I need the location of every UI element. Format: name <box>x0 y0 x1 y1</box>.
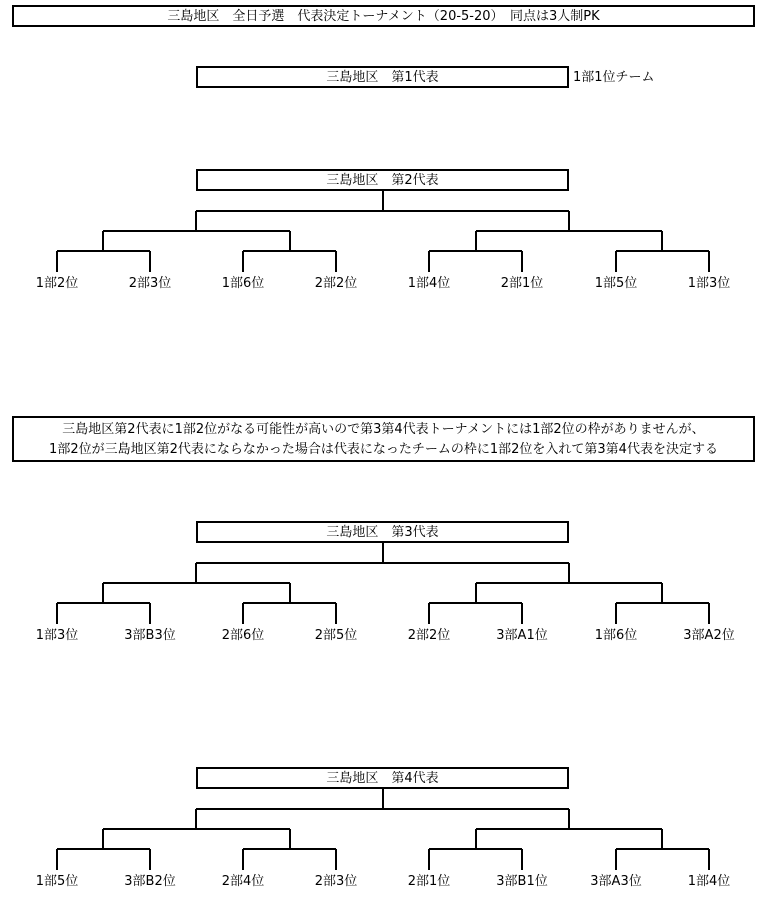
rep2-title: 三島地区 第2代表 <box>326 172 439 188</box>
rep4-bracket <box>57 788 709 870</box>
rep2-title-box <box>196 169 569 191</box>
rep3-team-7: 1部6位 <box>594 628 638 643</box>
rep2-team-5: 1部4位 <box>407 276 451 291</box>
rep4-team-7: 3部A3位 <box>590 874 642 889</box>
rep1-note: 1部1位チーム <box>573 70 655 85</box>
rep4-title-box <box>196 767 569 789</box>
rep3-team-2: 3部B3位 <box>124 628 176 643</box>
rep2-team-7: 1部5位 <box>594 276 638 291</box>
rep4-title: 三島地区 第4代表 <box>326 770 439 786</box>
rep1-title: 三島地区 第1代表 <box>326 69 439 85</box>
rep3-team-4: 2部5位 <box>314 628 358 643</box>
rep4-team-2: 3部B2位 <box>124 874 176 889</box>
page-title-text: 三島地区 全日予選 代表決定トーナメント（20-5-20） 同点は3人制PK <box>167 8 600 24</box>
notice-box <box>12 416 755 462</box>
rep3-team-5: 2部2位 <box>407 628 451 643</box>
rep4-team-3: 2部4位 <box>221 874 265 889</box>
rep2-team-4: 2部2位 <box>314 276 358 291</box>
rep4-team-6: 3部B1位 <box>496 874 548 889</box>
rep3-team-3: 2部6位 <box>221 628 265 643</box>
rep2-team-8: 1部3位 <box>687 276 731 291</box>
rep3-team-8: 3部A2位 <box>683 628 735 643</box>
rep3-title-box <box>196 521 569 543</box>
rep3-team-6: 3部A1位 <box>496 628 548 643</box>
rep2-team-2: 2部3位 <box>128 276 172 291</box>
rep4-team-4: 2部3位 <box>314 874 358 889</box>
rep4-team-1: 1部5位 <box>35 874 79 889</box>
rep3-bracket <box>57 542 709 624</box>
rep2-bracket <box>57 190 709 272</box>
rep2-team-6: 2部1位 <box>500 276 544 291</box>
rep2-team-1: 1部2位 <box>35 276 79 291</box>
rep4-team-5: 2部1位 <box>407 874 451 889</box>
notice-line-2: 1部2位が三島地区第2代表にならなかった場合は代表になったチームの枠に1部2位を入れて第3第4代表を決定する <box>49 442 718 457</box>
rep2-team-3: 1部6位 <box>221 276 265 291</box>
rep3-title: 三島地区 第3代表 <box>326 524 439 540</box>
rep4-team-8: 1部4位 <box>687 874 731 889</box>
rep3-team-1: 1部3位 <box>35 628 79 643</box>
notice-line-1: 三島地区第2代表に1部2位がなる可能性が高いので第3第4代表トーナメントには1部2位の枠がありませんが、 <box>62 422 705 437</box>
